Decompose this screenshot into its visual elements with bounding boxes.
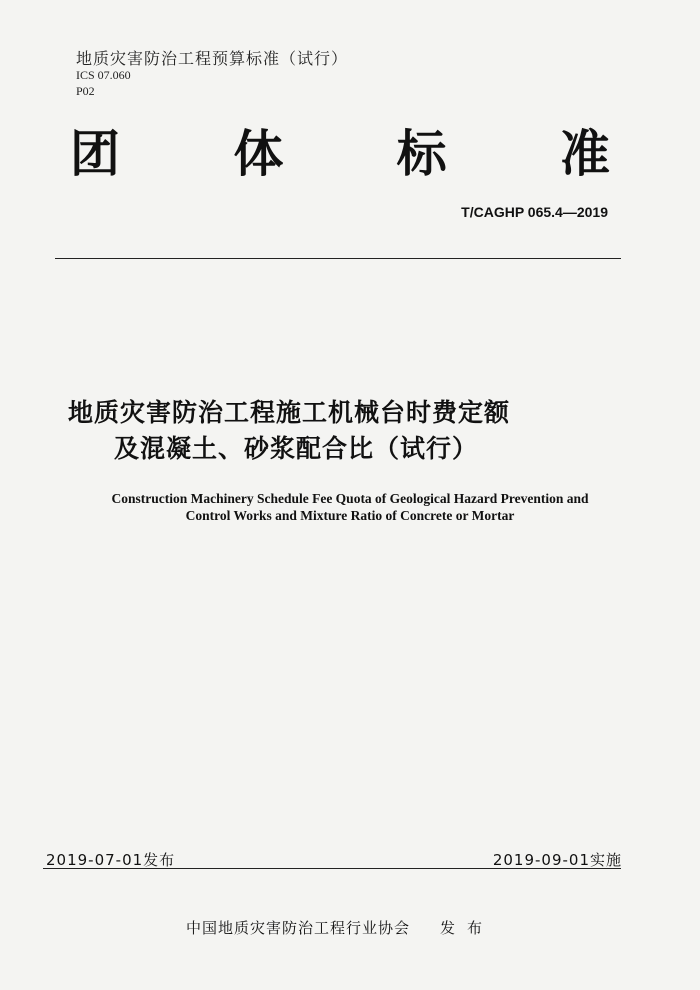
chinese-title-line-1: 地质灾害防治工程施工机械台时费定额 — [68, 398, 511, 427]
ics-code: ICS 07.060 — [76, 68, 131, 82]
series-title: 地质灾害防治工程预算标准（试行） — [76, 49, 349, 68]
heading-char: 标 — [396, 125, 447, 183]
heading-char: 团 — [70, 125, 120, 183]
heading-char: 准 — [559, 125, 610, 183]
ccs-code: P02 — [76, 84, 95, 98]
top-divider — [55, 258, 621, 259]
standard-number: T/CAGHP 065.4—2019 — [461, 204, 608, 220]
implementation-date: 2019-09-01实施 — [492, 851, 622, 869]
bottom-divider — [43, 868, 621, 869]
publisher-line — [186, 917, 494, 938]
standard-type-heading — [70, 118, 610, 182]
chinese-title-line-2: 及混凝土、砂浆配合比（试行） — [114, 434, 479, 463]
publisher-name: 中国地质灾害防治工程行业协会 — [186, 919, 411, 937]
publisher-action: 发布 — [440, 919, 495, 937]
release-date: 2019-07-01发布 — [46, 851, 176, 869]
english-title-line-1: Construction Machinery Schedule Fee Quota of Geological Hazard Prevention and — [111, 491, 589, 506]
heading-char: 体 — [233, 125, 284, 183]
english-title-line-2: Control Works and Mixture Ratio of Concrete or Mortar — [185, 508, 515, 523]
